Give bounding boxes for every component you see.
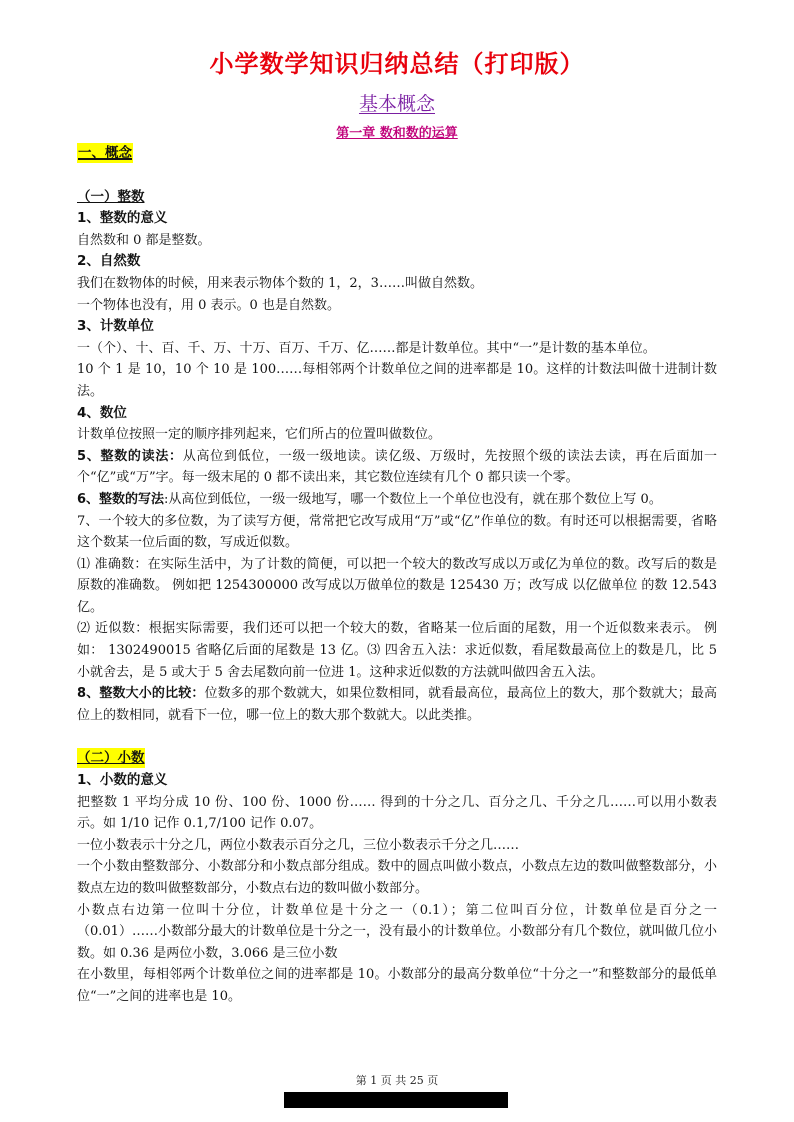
paragraph: ⑵ 近似数：根据实际需要，我们还可以把一个较大的数，省略某一位后面的尾数，用一个近似数来表示。 例如： 1302490015 省略亿后面的尾数是 13 亿。⑶ 四舍五入法：求近似数，看尾数最高位上的数是几，比 5 小就舍去，是 5 或大于 5 舍去尾数向前一位进 1。这种求近似数的方法就叫做四舍五入法。 <box>77 621 717 680</box>
paragraph-comparing-integers <box>77 683 717 726</box>
paragraph: 一位小数表示十分之几，两位小数表示百分之几，三位小数表示千分之几…… <box>77 837 520 853</box>
chapter-heading: 第一章 数和数的运算 <box>336 126 458 141</box>
paragraph: 10 个 1 是 10，10 个 10 是 100……每相邻两个计数单位之间的进率都是 10。这样的计数法叫做十进制计数法。 <box>77 362 717 399</box>
footer-bar <box>284 1092 508 1108</box>
paragraph-text: 从高位到低位，一级一级地读。读亿级、万级时，先按照个级的读法去读，再在后面加一个“亿”或“万”字。每一级末尾的 0 都不读出来，其它数位连续有几个 0 都只读一个零。 <box>77 448 717 486</box>
paragraph: 把整数 1 平均分成 10 份、100 份、1000 份…… 得到的十分之几、百分之几、千分之几……可以用小数表示。如 1/10 记作 0.1,7/100 记作 0.07。 <box>77 794 717 832</box>
subsection-heading-integers: （一）整数 <box>77 188 145 205</box>
paragraph: 7、一个较大的多位数，为了读写方便，常常把它改写成用“万”或“亿”作单位的数。有时还可以根据需要，省略这个数某一位后面的数，写成近似数。 <box>77 513 717 551</box>
heading-natural-numbers: 2、自然数 <box>77 253 141 270</box>
section-heading-concepts: 一、概念 <box>78 145 132 161</box>
document-subtitle: 基本概念 <box>358 93 435 115</box>
paragraph: 一个小数由整数部分、小数部分和小数点部分组成。数中的圆点叫做小数点，小数点左边的数叫做整数部分，小数点左边的数叫做整数部分，小数点右边的数叫做小数部分。 <box>77 859 717 896</box>
paragraph: 在小数里，每相邻两个计数单位之间的进率都是 10。小数部分的最高分数单位“十分之一”和整数部分的最低单位“一”之间的进率也是 10。 <box>77 967 717 1004</box>
inline-heading: 5、整数的读法： <box>77 448 183 464</box>
heading-decimal-meaning: 1、小数的意义 <box>77 772 168 789</box>
document-body <box>77 143 717 1008</box>
inline-heading: 6、整数的写法 <box>77 491 165 507</box>
subsection-heading-decimals: （二）小数 <box>77 750 145 767</box>
paragraph: 小数点右边第一位叫十分位，计数单位是十分之一（0.1）；第二位叫百分位，计数单位是百分之一（0.01）……小数部分最大的计数单位是十分之一，没有最小的计数单位。小数部分有几个数位，就叫做几位小数。如 0.36 是两位小数，3.066 是三位小数 <box>77 902 717 961</box>
paragraph-reading-integers <box>77 446 717 489</box>
document-title: 小学数学知识归纳总结（打印版） <box>209 50 585 78</box>
paragraph: 一个物体也没有，用 0 表示。0 也是自然数。 <box>77 297 340 313</box>
paragraph: 一（个）、十、百、千、万、十万、百万、千万、亿……都是计数单位。其中“一”是计数的基本单位。 <box>77 340 656 356</box>
heading-counting-units: 3、计数单位 <box>77 318 154 335</box>
inline-heading: 8、整数大小的比较： <box>77 686 205 702</box>
paragraph: ⑴ 准确数：在实际生活中，为了计数的简便，可以把一个较大的数改写成以万或亿为单位的数。改写后的数是原数的准确数。 例如把 1254300000 改写成以万做单位的数是 125430 万；改写成 以亿做单位 的数 12.543 亿。 <box>77 556 717 615</box>
heading-digit-places: 4、数位 <box>77 404 127 421</box>
paragraph: 计数单位按照一定的顺序排列起来，它们所占的位置叫做数位。 <box>77 427 442 443</box>
page-number: 第 1 页 共 25 页 <box>355 1074 439 1087</box>
paragraph-writing-integers <box>77 489 717 511</box>
paragraph-text: 位数多的那个数就大，如果位数相同，就看最高位，最高位上的数大，那个数就大；最高位上的数相同，就看下一位，哪一位上的数大那个数就大。以此类推。 <box>77 686 717 723</box>
paragraph: 我们在数物体的时候，用来表示物体个数的 1，2，3……叫做自然数。 <box>77 275 483 291</box>
heading-integer-meaning: 1、整数的意义 <box>77 210 168 227</box>
paragraph: 自然数和 0 都是整数。 <box>77 232 211 248</box>
paragraph-text: :从高位到低位，一级一级地写，哪一个数位上一个单位也没有，就在那个数位上写 0。 <box>164 491 662 507</box>
